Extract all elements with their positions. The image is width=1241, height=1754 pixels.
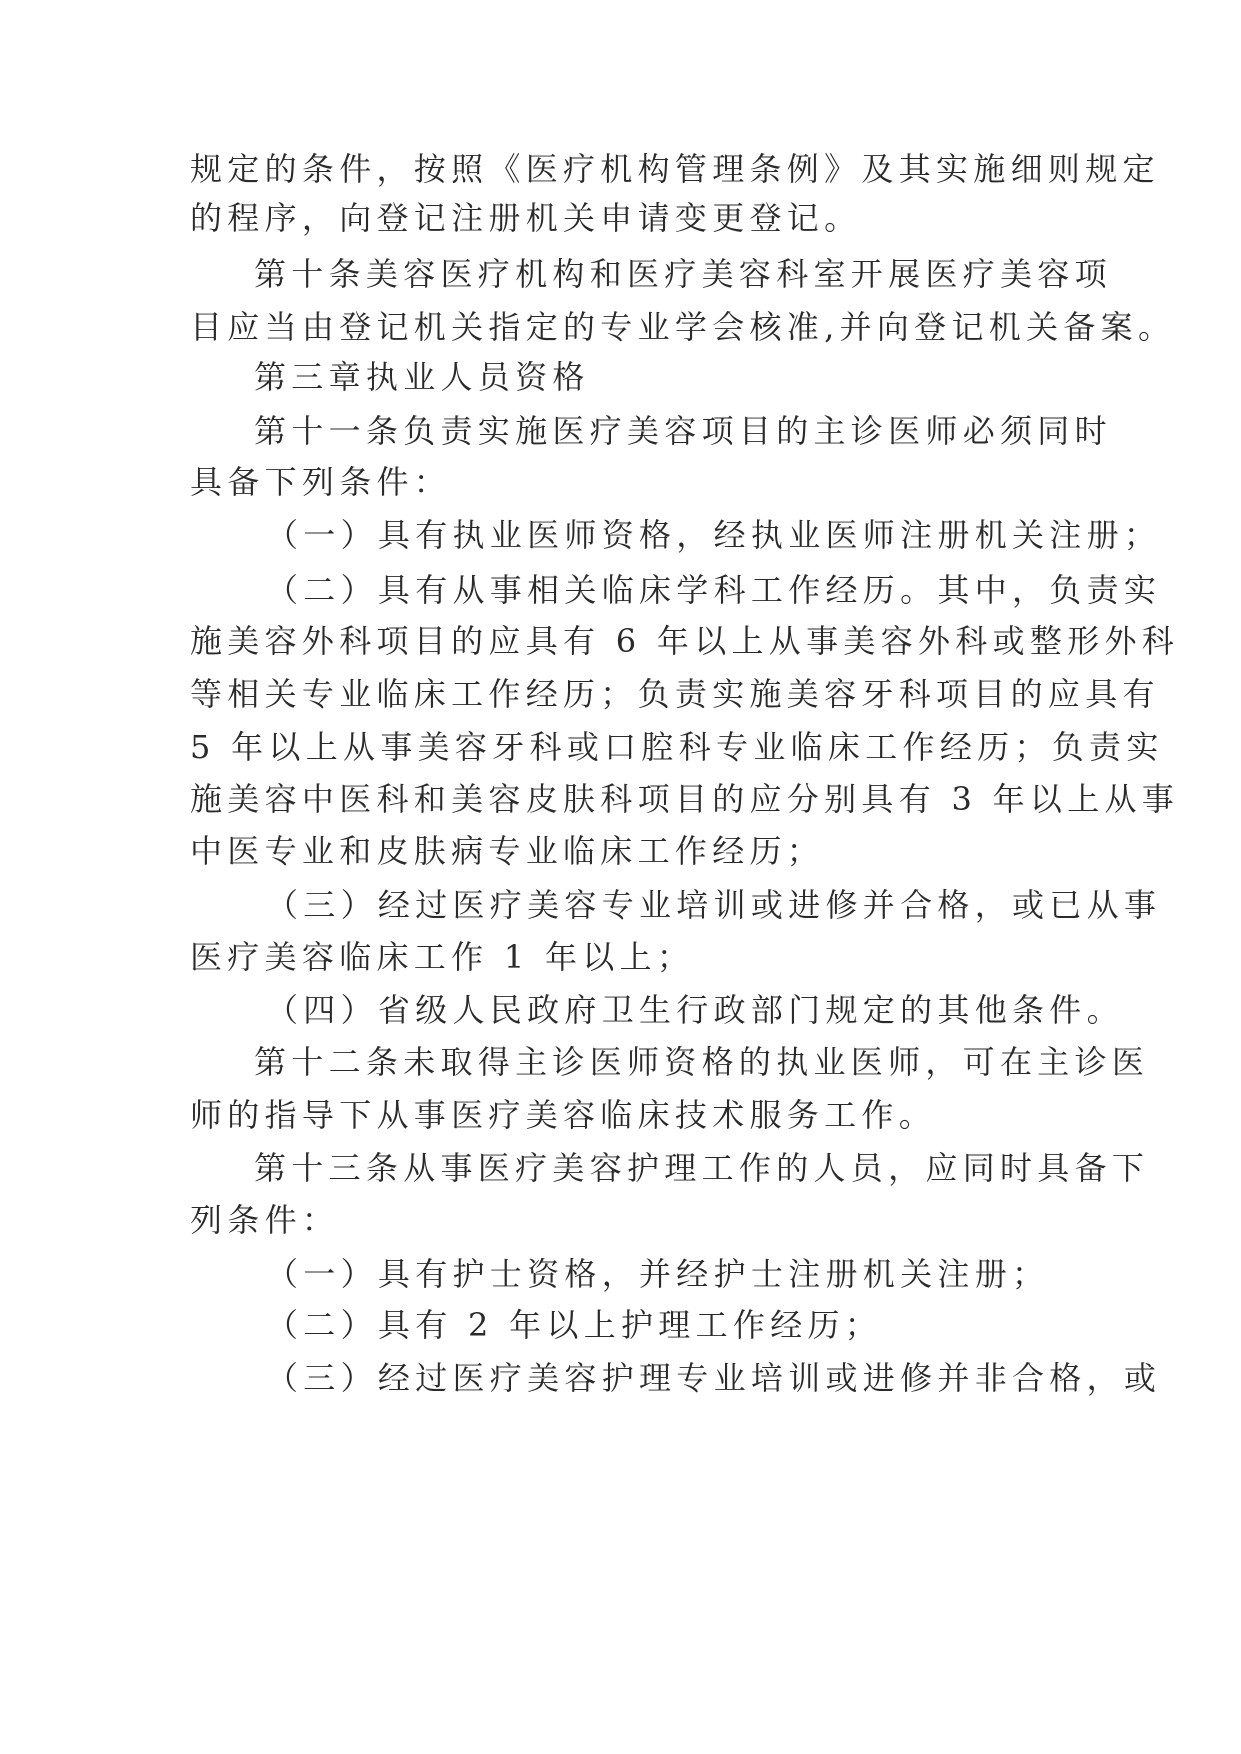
text-line: 医疗美容临床工作 1 年以上；	[190, 938, 695, 976]
text-line: 等相关专业临床工作经历；负责实施美容牙科项目的应具有	[190, 675, 1160, 713]
text-line: 列条件：	[190, 1201, 340, 1239]
text-line: 5 年以上从事美容牙科或口腔科专业临床工作经历；负责实	[190, 728, 1164, 766]
text-line: 施美容外科项目的应具有 6 年以上从事美容外科或整形外科	[190, 622, 1180, 660]
article-13-heading-line: 第十三条从事医疗美容护理工作的人员，应同时具备下	[254, 1149, 1150, 1187]
text-line: 的程序，向登记注册机关申请变更登记。	[190, 199, 862, 237]
article-11-heading-line: 第十一条负责实施医疗美容项目的主诊医师必须同时	[254, 412, 1112, 450]
text-line: 目应当由登记机关指定的专业学会核准,并向登记机关备案。	[190, 308, 1176, 346]
list-item: （一）具有执业医师资格，经执业医师注册机关注册；	[266, 516, 1162, 554]
list-item: （二）具有 2 年以上护理工作经历；	[266, 1306, 883, 1344]
text-line: 中医专业和皮肤病专业临床工作经历；	[190, 832, 825, 870]
list-item: （三）经过医疗美容护理专业培训或进修并非合格，或	[266, 1359, 1162, 1397]
text-line: 具备下列条件：	[190, 463, 452, 501]
list-item: （四）省级人民政府卫生行政部门规定的其他条件。	[266, 991, 1124, 1029]
list-item: （一）具有护士资格，并经护士注册机关注册；	[266, 1255, 1050, 1293]
list-item: （三）经过医疗美容专业培训或进修并合格，或已从事	[266, 886, 1162, 924]
list-item: （二）具有从事相关临床学科工作经历。其中，负责实	[266, 571, 1162, 609]
text-line: 规定的条件，按照《医疗机构管理条例》及其实施细则规定	[190, 150, 1160, 188]
text-line: 师的指导下从事医疗美容临床技术服务工作。	[190, 1096, 937, 1134]
text-line: 施美容中医科和美容皮肤科项目的应分别具有 3 年以上从事	[190, 780, 1180, 818]
article-10-heading-line: 第十条美容医疗机构和医疗美容科室开展医疗美容项	[254, 255, 1112, 293]
chapter-heading: 第三章执业人员资格	[254, 358, 590, 396]
article-12-heading-line: 第十二条未取得主诊医师资格的执业医师，可在主诊医	[254, 1043, 1150, 1081]
